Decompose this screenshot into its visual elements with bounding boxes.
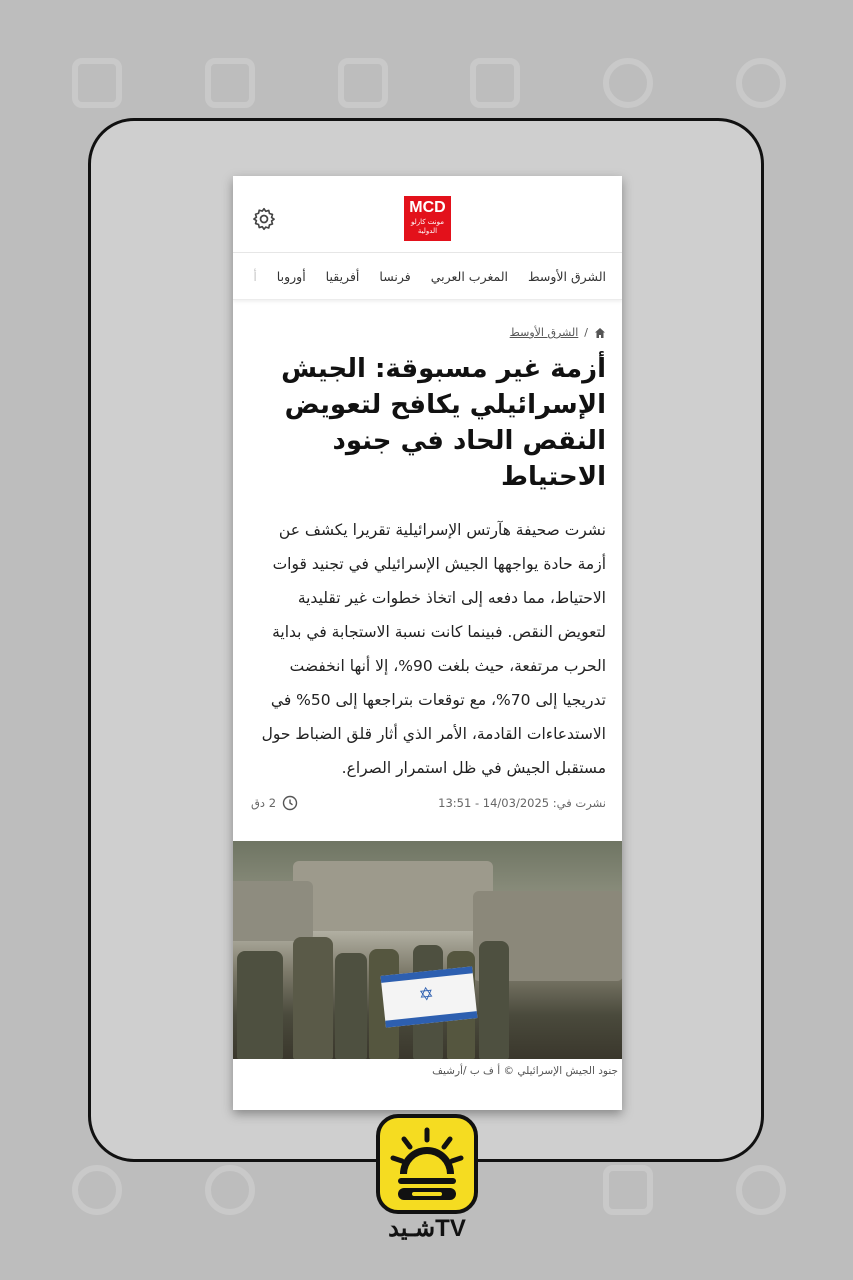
camera-icon: [470, 58, 520, 108]
article-content: [233, 326, 622, 811]
edit-icon: [603, 1165, 653, 1215]
clock-icon: [282, 795, 298, 811]
gear-icon[interactable]: [251, 206, 277, 232]
logo-text: MCD: [409, 199, 446, 216]
brand-logo: [376, 1114, 478, 1214]
section-nav: [233, 253, 622, 300]
article-title: أزمة غير مسبوقة: الجيش الإسرائيلي يكافح لتعويض النقص الحاد في جنود الاحتياط: [281, 354, 606, 492]
soldier-shape: [293, 937, 333, 1059]
read-time: [251, 795, 298, 811]
top-bar: [233, 176, 622, 253]
tank-shape: [233, 881, 313, 941]
flag-shape: ✡: [381, 966, 478, 1027]
article-lead: نشرت صحيفة هآرتس الإسرائيلية تقريرا يكشف عن أزمة حادة يواجهها الجيش الإسرائيلي في تجنيد قوات الاحتياط، مما دفعه إلى اتخاذ خطوات غير تقليدية لتعويض النقص. فبينما كانت نسبة الاستجابة في بداية الحرب مرتفعة، حيث بلغت 90%، إلا أنها انخفضت تدريجيا إلى 70%، مع توقعات بتراجعها إلى 50% في الاستدعاءات القادمة، الأمر الذي أثار قلق الضباط حول مستقبل الجيش في ظل استمرار الصراع.: [261, 521, 606, 777]
article-screen: [233, 176, 622, 1110]
breadcrumb-section-link[interactable]: الشرق الأوسط: [509, 326, 579, 339]
article-image[interactable]: [233, 841, 622, 1059]
soldier-shape: [335, 953, 367, 1059]
sunrise-logo-icon: [390, 1126, 464, 1202]
breadcrumb-separator: /: [584, 326, 588, 339]
brand-name: شـيدTV: [388, 1215, 466, 1242]
mcd-logo[interactable]: [404, 196, 451, 241]
nav-item-europe[interactable]: أوروبا: [276, 268, 306, 284]
image-caption: جنود الجيش الإسرائيلي © أ ف ب /أرشيف: [432, 1065, 618, 1077]
video-camera-icon: [205, 58, 255, 108]
article-meta: [251, 795, 606, 811]
nav-item-maghreb[interactable]: المغرب العربي: [430, 268, 509, 284]
user-circle-icon: [72, 1165, 122, 1215]
soldier-shape: [479, 941, 509, 1059]
breadcrumb: [251, 326, 606, 339]
nav-item-africa[interactable]: أفريقيا: [325, 268, 360, 284]
thumbs-up-icon: [72, 58, 122, 108]
nav-item-middle-east[interactable]: الشرق الأوسط: [528, 268, 606, 284]
publish-date: نشرت في: 14/03/2025 - 13:51: [438, 796, 606, 810]
check-circle-icon: [603, 58, 653, 108]
logo-subtext: مونت كارلو الدولية: [410, 218, 444, 235]
close-circle-icon: [736, 58, 786, 108]
home-icon[interactable]: [594, 327, 606, 339]
refresh-icon: [205, 1165, 255, 1215]
soldier-shape: [237, 951, 283, 1059]
nav-item-france[interactable]: فرنسا: [379, 268, 411, 284]
tank-shape: [293, 861, 493, 931]
nav-item-overflow[interactable]: أ: [253, 268, 257, 284]
read-time-label: 2 دق: [251, 796, 277, 810]
thumbs-down-icon: [338, 58, 388, 108]
play-circle-icon: [736, 1165, 786, 1215]
